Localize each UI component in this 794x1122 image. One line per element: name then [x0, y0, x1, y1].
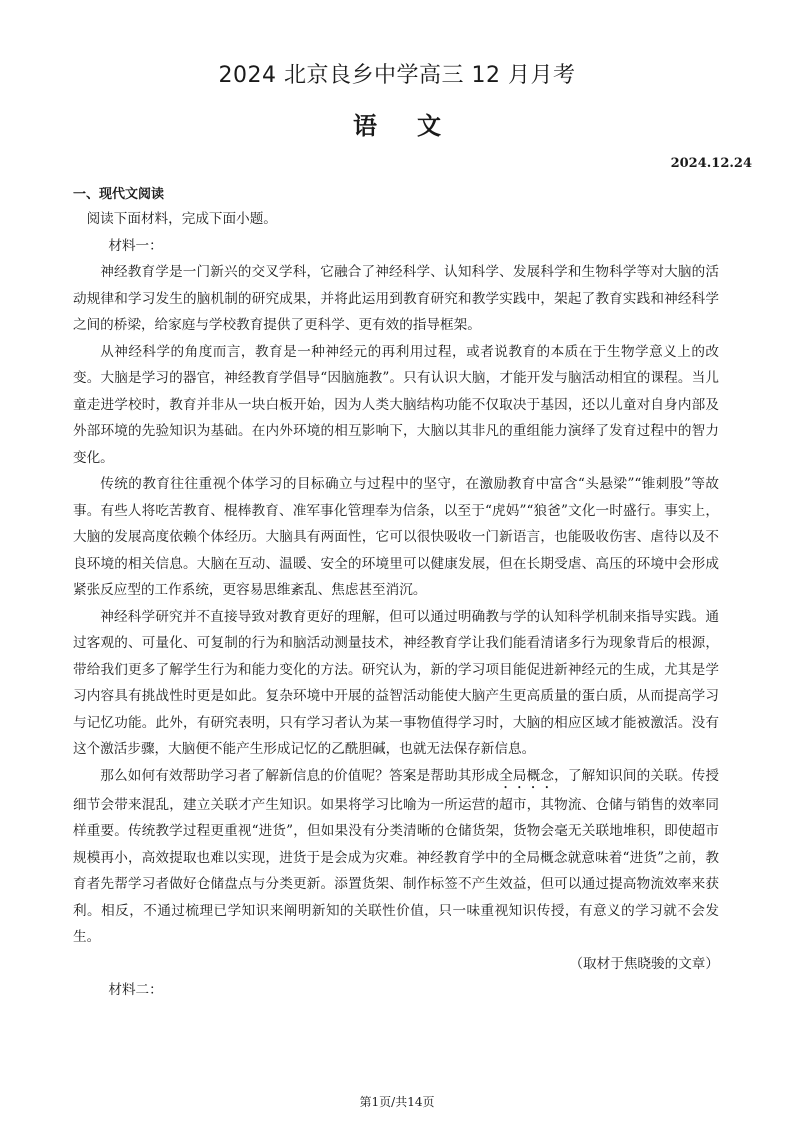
- exam-title: 2024 北京良乡中学高三 12 月月考: [218, 63, 576, 88]
- section-heading: 一、现代文阅读: [73, 187, 165, 202]
- paragraph: 神经教育学是一门新兴的交叉学科，它融合了神经科学、认知科学、发展科学和生物科学等对大脑的活动规律和学习发生的脑机制的研究成果，并将此运用到教育研究和教学实践中，架起了教育实践和神经科学之间的桥梁，给家庭与学校教育提供了更科学、更有效的指导框架。: [73, 264, 719, 333]
- paragraph: [73, 763, 719, 951]
- source-citation: （取材于焦晓骏的文章）: [569, 955, 719, 972]
- material-two-label: 材料二：: [108, 982, 163, 998]
- page-number: 第1页/共14页: [359, 1095, 435, 1109]
- paragraph: 从神经科学的角度而言，教育是一种神经元的再利用过程，或者说教育的本质在于生物学意义上的改变。大脑是学习的器官，神经教育学倡导“因脑施教”。只有认识大脑，才能开发与脑活动相宜的课程。当儿童走进学校时，教育并非从一块白板开始，因为人类大脑结构功能不仅取决于基因，还以儿童对自身内部及外部环境的先验知识为基础。在内外环境的相互影响下，大脑以其非凡的重组能力演绎了发育过程中的智力变化。: [73, 343, 719, 466]
- paragraph: 神经科学研究并不直接导致对教育更好的理解，但可以通过明确教与学的认知科学机制来指导实践。通过客观的、可量化、可复制的行为和脑活动测量技术，神经教育学让我们能看清诸多行为现象背后的根源，带给我们更多了解学生行为和能力变化的方法。研究认为，新的学习项目能促进新神经元的生成，尤其是学习内容具有挑战性时更是如此。复杂环境中开展的益智活动能使大脑产生更高质量的蛋白质，从而提高学习与记忆功能。此外，有研究表明，只有学习者认为某一事物值得学习时，大脑的相应区域才能被激活。没有这个激活步骤，大脑便不能产生形成记忆的乙酰胆碱，也就无法保存新信息。: [73, 608, 719, 757]
- emphasized-term: 全局概念: [499, 767, 555, 784]
- paragraph-text: 那么如何有效帮助学习者了解新信息的价值呢？答案是帮助其形成: [100, 767, 500, 784]
- exam-date: 2024.12.24: [670, 156, 752, 171]
- paragraph: 传统的教育往往重视个体学习的目标确立与过程中的坚守，在激励教育中富含“头悬梁”“锥刺股”等故事。有些人将吃苦教育、棍棒教育、准军事化管理奉为信条，以至于“虎妈”“狼爸”文化一时盛行。事实上，大脑的发展高度依赖个体经历。大脑具有两面性，它可以很快吸收一门新语言，也能吸收伤害、虐待以及不良环境的相关信息。大脑在互动、温暖、安全的环境里可以健康发展，但在长期受虐、高压的环境中会形成紧张反应型的工作系统，更容易思维紊乱、焦虑甚至消沉。: [73, 476, 719, 598]
- material-one-label: 材料一：: [108, 237, 163, 254]
- reading-passage: [73, 206, 719, 1004]
- instruction-text: 阅读下面材料，完成下面小题。: [86, 211, 277, 227]
- paragraph-text: ，了解知识间的关联。传授细节会带来混乱，建立关联才产生知识。如果将学习比喻为一所运营的超市，其物流、仓储与销售的效率同样重要。传统教学过程更重视“进货”，但如果没有分类清晰的仓储货架，货物会毫无关联地堆积，即使超市规模再小，高效提取也难以实现，进货于是会成为灾难。神经教育学中的全局概念就意味着“进货”之前，教育者先帮学习者做好仓储盘点与分类更新。添置货架、制作标签不产生效益，但可以通过提高物流效率来获利。相反，不通过梳理已学知识来阐明新知的关联性价值，只一味重视知识传授，有意义的学习就不会发生。: [73, 767, 720, 945]
- subject-title: 语文: [353, 112, 481, 140]
